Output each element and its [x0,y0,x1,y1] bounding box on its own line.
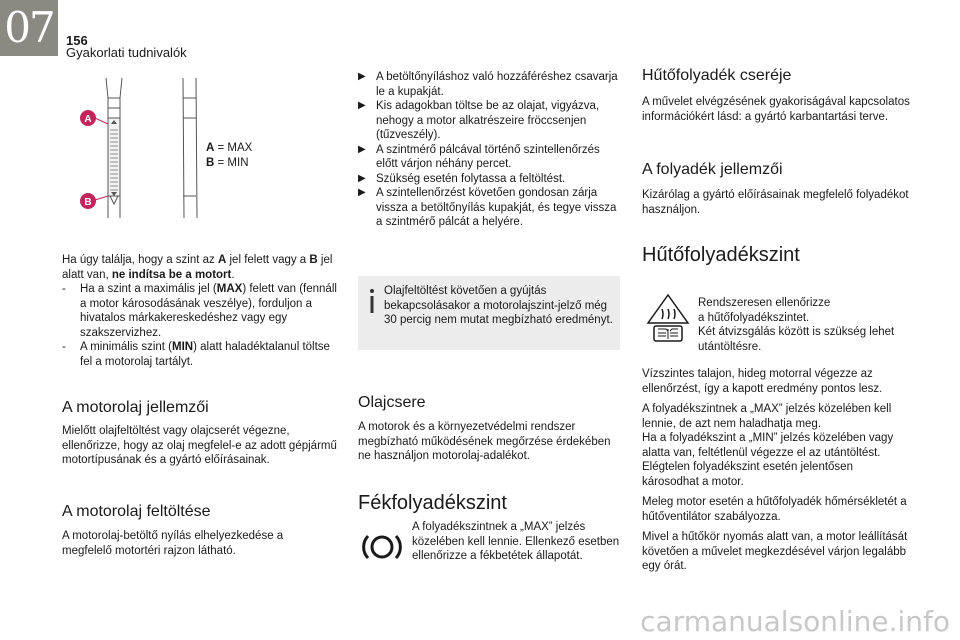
info-icon [366,288,378,314]
bullet-dash: - [62,341,66,353]
intro-paragraph [62,253,342,282]
bullet-dash: - [62,283,66,295]
dipstick-instructions [62,253,342,369]
paragraph: Elégtelen folyadékszint esetén jelentősen károsodhat a motor. [642,461,853,488]
intro-marker-a: A [217,254,227,266]
paragraph: Vízszintes talajon, hideg motorral végezze az ellenőrzést, így a kapott eredmény pontos lesz. [642,368,883,395]
level-bullet-list [62,282,342,369]
legend-a-key: A [206,142,215,154]
bullet-text: Kis adagokban töltse be az olajat, vigyázva, nehogy a motor alkatrészeire fröccsenjen (tűzveszély). [376,100,600,141]
legend-b-value: = MIN [214,156,249,169]
paragraph-brake-fluid: A folyadékszintnek a „MAX” jelzés közelében kell lennie. Ellenkező esetben ellenőrizze a fékbetétek állapotát. [412,521,620,562]
intro-marker-b: B [309,254,318,266]
info-note-box [358,276,620,350]
paragraph: A folyadékszintnek a „MAX” jelzés közelében kell lennie, de azt nem haladhatja meg. [642,403,892,430]
paragraph-coolant-change: A művelet elvégzésének gyakoriságával kapcsolatos információkért lásd: a gyártó karbantartási terve. [642,96,910,123]
hot-surface-warning-icon [646,293,690,343]
intro-text-3: jel [317,254,333,266]
heading-brake-fluid: Fékfolyadékszint [358,492,507,514]
warning-line: Két átvizsgálás között is szükség lehet utántöltésre. [698,326,895,353]
warning-line: Rendszeresen ellenőrizze [698,297,831,309]
paragraph: Mivel a hűtőkör nyomás alatt van, a motor leállítását követően a művelet megkezdésével várjon legalább egy órát. [642,531,908,572]
watermark: carmanualsonline.info [640,605,950,638]
heading-fluid-spec: A folyadék jellemzői [642,161,783,178]
paragraph-oil-characteristics: Mielőtt olajfeltöltést vagy olajcserét végezne, ellenőrizze, hogy az olaj megfelel-e az adott gépjármű motortípusának és a gyártó előírásainak. [62,425,337,466]
bullet-bold: MIN [172,341,194,353]
bullet-arrow-icon: ▶ [358,172,366,184]
bullet-arrow-icon: ▶ [358,187,366,198]
heading-oil-filling: A motorolaj feltöltése [62,503,211,520]
intro-text-1: Ha úgy találja, hogy a szint az [62,254,218,266]
list-item [358,143,620,172]
dipstick-illustration [78,78,213,228]
page-number: 156 [66,33,88,48]
heading-coolant-change: Hűtőfolyadék cseréje [642,67,792,84]
intro-text-2: jel felett vagy a [226,254,310,266]
paragraph-fluid-spec: Kizárólag a gyártó előírásainak megfelelő folyadékot használjon. [642,189,909,216]
intro-end: . [231,268,235,281]
chapter-number: 07 [0,0,58,56]
list-item [62,340,342,369]
list-item [358,70,620,99]
filling-steps [358,70,620,230]
coolant-level-instructions [642,367,912,574]
marker-b-label: B [84,197,92,208]
bullet-text: Szükség esetén folytassa a feltöltést. [376,172,566,185]
paragraph: Meleg motor esetén a hűtőfolyadék hőmérsékletét a hűtőventilátor szabályozza. [642,496,907,523]
marker-a-label: A [84,114,92,125]
warning-line: a hűtőfolyadékszintet. [698,311,810,324]
brake-warning-icon [362,530,402,564]
heading-oil-characteristics: A motorolaj jellemzői [62,399,209,416]
intro-warning: ne indítsa be a motort [111,268,232,281]
heading-coolant-level: Hűtőfolyadékszint [642,244,800,266]
bullet-text: ) felett van (fennáll a motor károsodásának veszélye), forduljon a hivatalos márkakereskedéshez vagy egy szakszervizhez. [80,283,337,339]
paragraph-oil-change: A motorok és a környezetvédelmi rendszer megbízható működésének megőrzése érdekében ne használjon motorolaj-adalékot. [358,421,611,462]
paragraph: Ha a folyadékszint a „MIN” jelzés közelében vagy alatta van, feltétlenül végezze el az utántöltést. [642,432,894,459]
bullet-text: A minimális szint ( [80,341,173,353]
bullet-text: A betöltőnyíláshoz való hozzáféréshez csavarja le a kupakját. [376,71,618,98]
paragraph-oil-filling: A motorolaj-betöltő nyílás elhelyezkedése a megfelelő motortéri rajzon látható. [62,530,284,557]
info-note-text: Olajfeltöltést követően a gyújtás bekapcsolásakor a motorolajszint-jelző még 30 percig nem mutat megbízható eredményt. [384,285,613,326]
bullet-text: Ha a szint a maximális jel ( [80,283,217,295]
dipstick-legend [206,141,252,170]
list-item [358,172,620,187]
bullet-bold: MAX [216,283,243,295]
coolant-warning-text [698,296,913,354]
list-item [358,186,620,230]
filling-bullet-list [358,70,620,230]
bullet-text: ) alatt haladéktalanul töltse fel a motorolaj tartályt. [80,341,330,368]
bullet-arrow-icon: ▶ [358,71,366,82]
list-item [62,282,342,340]
intro-text-4: alatt van, [62,268,112,281]
section-title: Gyakorlati tudnivalók [66,45,187,60]
list-item [358,99,620,143]
bullet-text: A szintellenőrzést követően gondosan zárja vissza a betöltőnyílás kupakját, és tegye vissza a szintmérő pálcát a helyére. [376,187,617,228]
bullet-arrow-icon: ▶ [358,100,366,111]
legend-a-value: = MAX [214,142,253,154]
bullet-arrow-icon: ▶ [358,143,366,155]
heading-oil-change: Olajcsere [358,394,426,411]
legend-b-key: B [206,156,215,169]
bullet-text: A szintmérő pálcával történő szintellenőrzés előtt várjon néhány percet. [376,143,600,170]
